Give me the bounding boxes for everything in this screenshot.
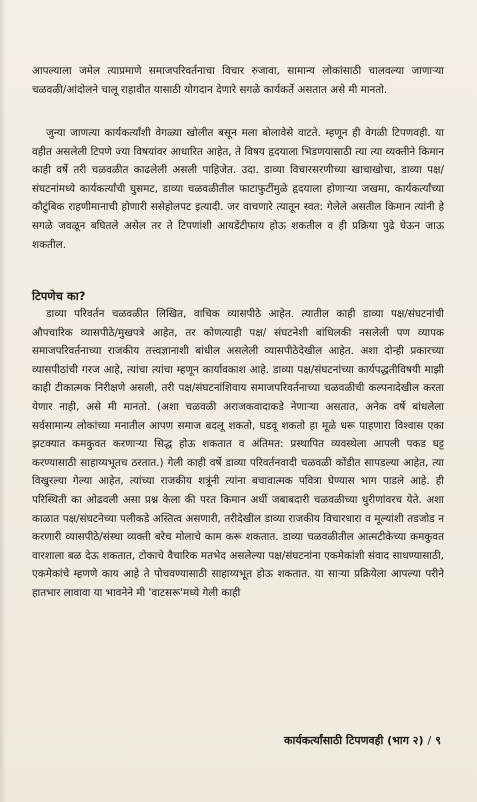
paragraph-why-notes	[32, 305, 444, 603]
section-heading: टिपणेच का?	[32, 289, 86, 303]
paragraph-text: आपल्याला जमेल त्याप्रमाणे समाजपरिवर्तनाचा विचार रुजावा, सामान्य लोकांसाठी चालवल्या जाणाऱ्या चळवळी/आंदोलने चालू राहावीत यासाठी योगदान देणारे सगळे कार्यकर्ते असतात असे मी मानतो.	[32, 65, 444, 96]
paragraph-text: डाव्या परिवर्तन चळवळीत लिखित, वाचिक व्यासपीठे आहेत. त्यातील काही डाव्या पक्ष/संघटनांची औपचारिक व्यासपीठे/मुखपत्रे आहेत, तर कोणत्याही पक्ष/ संघटनेशी बांधिलकी नसलेली पण व्यापक समाजपरिवर्तनाच्या राजकीय तत्त्वज्ञानाशी बांधील असलेली व्यासपीठेदेखील आहेत. अशा दोन्ही प्रकारच्या व्यासपीठांची गरज आहे, त्यांचा त्यांचा म्हणून कार्यावकाश आहे. डाव्या पक्ष/संघटनांच्या कार्यपद्धतीविषयी माझी काही टीकात्मक निरीक्षणे असली, तरी पक्ष/संघटनांशिवाय समाजपरिवर्तनाच्या चळवळीची कल्पनादेखील करता येणार नाही, असे मी मानतो. (अशा चळवळी अराजकवादाकडे नेणाऱ्या असतात, अनेक वर्षे बांधलेला सर्वसामान्य लोकांच्या मनातील आपण समाज बदलू शकतो, घडवू शकतो हा मूळे धरू पाहणारा विश्वास एका झटक्यात कमकुवत करणाऱ्या सिद्ध होऊ शकतात व अंतिमत: प्रस्थापित व्यवस्थेला आपली पकड घट्ट करण्यासाठी साहाय्यभूतच ठरतात.) गेली काही वर्षे डाव्या परिवर्तनवादी चळवळी कोंडीत सापडल्या आहेत, त्या विखुरल्या गेल्या आहेत, त्यांच्या राजकीय शत्रूंनी त्यांना बचावात्मक पवित्रा घेण्यास भाग पाडले आहे. ही परिस्थिती का ओढवली असा प्रश्न केला की परत किमान अर्धी जबाबदारी चळवळीच्या धुरीणांवरच येते. अशा काळात पक्ष/संघटनेच्या पलीकडे अस्तित्व असणारी, तरीदेखील डाव्या राजकीय विचारधारा व मूल्यांशी तडजोड न करणारी व्यासपीठे/संस्था व्यक्ती बरेच मोलाचे काम करू शकतात. डाव्या चळवळीतील आत्मटीकेच्या कमकुवत वारशाला बळ देऊ शकतात, टोकाचे वैचारिक मतभेद असलेल्या पक्ष/संघटनांना एकमेकांशी संवाद साधण्यासाठी, एकमेकांचे म्हणणे काय आहे ते पोचवण्यासाठी साहाय्यभूत होऊ शकतात. या साऱ्या प्रक्रियेला आपल्या परीने हातभार लावावा या भावनेने मी 'वाटसरू'मध्ये गेली काही	[32, 308, 444, 599]
paragraph-text: जुन्या जाणत्या कार्यकर्त्यांशी वेगळ्या खोलीत बसून मला बोलावेसे वाटते. म्हणून ही वेगळी टिपणवही. या वहीत असलेली टिपणे ज्या विषयांवर आधारित आहेत, ते विषय हृदयाला भिडणयासाठी त्या त्या व्यक्तीने किमान काही वर्षे तरी चळवळीत काढलेली असली पाहिजेत. उदा. डाव्या विचारसरणीच्या खाचाखोचा, डाव्या पक्ष/ संघटनांमध्ये कार्यकर्त्यांची घुसमट, डाव्या चळवळीतील फाटाफुटींमुळे हृदयाला होणाऱ्या जखमा, कार्यकर्त्यांच्या कौटुंबिक राहणीमानाची होणारी ससेहोलपट इत्यादी. जर वाचणारे त्यातून स्वत: गेलेले असतील किमान त्यांनी हे सगळे जवळून बघितले असेल तर ते टिपणांशी आयडेंटीफाय होऊ शकतील व ही प्रक्रिया पुढे घेऊन जाऊ शकतील.	[32, 127, 444, 251]
page-number: ९	[435, 734, 441, 747]
paragraph-intro	[32, 124, 444, 254]
page-footer	[284, 733, 441, 748]
running-title: कार्यकर्त्यांसाठी टिपणवही (भाग २)	[284, 734, 424, 747]
paragraph-continuation	[32, 62, 444, 99]
footer-separator: /	[427, 734, 432, 747]
